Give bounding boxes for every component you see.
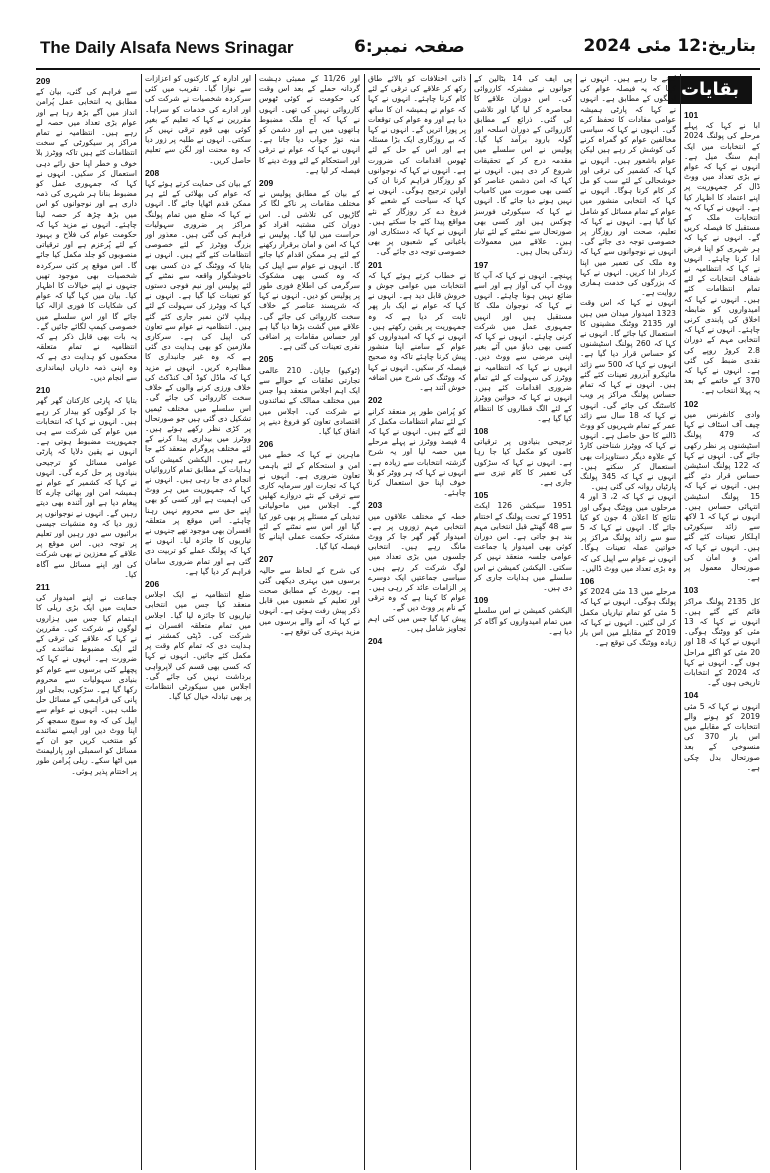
article-text: اور ادارہ کے کارکنوں کو اعزازات سے نوازا گیا۔ تقریب میں کئی سرکردہ شخصیات نے شرکت کی اور ادارے کی خدمات کو سراہا۔ مقررین نے کہا کہ تعلیم کے بغیر کوئی بھی قوم ترقی نہیں کر سکتی۔ انہوں نے طلبہ پر زور دیا کہ وہ محنت اور لگن سے تعلیم حاصل کریں۔	[145, 74, 251, 165]
article-text: مرحلے میں 13 مئی 2024 کو پولنگ ہوگی۔ انہوں نے کہا کہ 5 مئی کو تمام تیاریاں مکمل کر لی گئیں۔ انہوں نے کہا کہ 2019 کے مقابلے میں اس بار زیادہ ووٹنگ کی توقع ہے۔	[580, 587, 676, 648]
article-number: 102	[684, 398, 699, 409]
column-divider	[364, 74, 365, 1170]
article-number: 205	[259, 354, 274, 365]
column-divider	[141, 74, 142, 1170]
article-text: الیکشن کمیشن نے اس سلسلے میں تمام امیدواروں کو آگاہ کر دیا ہے۔	[474, 606, 572, 636]
article-text: ضلع انتظامیہ نے ایک اجلاس منعقد کیا جس میں انتخابی تیاریوں کا جائزہ لیا گیا۔ اجلاس میں تمام متعلقہ افسران نے شرکت کی۔ ڈپٹی کمشنر نے ہدایت دی کہ تمام کام وقت پر مکمل کئے جائیں۔ انہوں نے کہا کہ کسی بھی قسم کی لاپرواہی برداشت نہیں کی جائے گی۔ اجلاس میں سیکورٹی انتظامات پر بھی تبادلہ خیال کیا گیا۔	[145, 590, 251, 702]
article-number: 209	[259, 178, 274, 189]
article-number: 203	[368, 500, 383, 511]
column-4	[368, 74, 466, 1170]
article-text: کل 2135 پولنگ مراکز قائم کئے گئے ہیں۔ انہوں نے کہا کہ 13 مئی کو ووٹنگ ہوگی۔ انہوں نے کہا کہ 18 اور 20 مئی کو اگلے مراحل ہوں گے۔ انہوں نے کہا کہ 2024 کے انتخابات تاریخی ہوں گے۔	[684, 596, 760, 688]
article-number: 210	[36, 385, 51, 396]
article-text: ماہرین نے کہا کہ خطے میں امن و استحکام کے لئے باہمی تعاون ضروری ہے۔ انہوں نے کہا کہ تجارت اور سرمایہ کاری سے ترقی کے نئے دروازے کھلیں گے۔ اجلاس میں ماحولیاتی تبدیلی کے مسئلے پر بھی غور کیا گیا اور اس سے نمٹنے کے لئے مشترکہ حکمت عملی اپنانے کا فیصلہ کیا گیا۔	[259, 450, 360, 552]
article-number: 105	[474, 490, 489, 501]
article-text: ذاتی اختلافات کو بالائے طاق رکھ کر علاقے کی ترقی کے لئے کام کرنا چاہئے۔ انہوں نے کہا کہ عوام نے ہمیشہ ان کا ساتھ دیا ہے اور وہ عوام کی توقعات پر پورا اتریں گے۔ انہوں نے کہا کہ بے روزگاری ایک بڑا مسئلہ ہے اور اس کے حل کے لئے ٹھوس اقدامات کی ضرورت ہے۔ انہوں نے کہا کہ نوجوانوں کو روزگار فراہم کرنا ان کی اولین ترجیح ہوگی۔ انہوں نے کہا کہ سیاحت کے شعبے کو فروغ دے کر روزگار کے نئے مواقع پیدا کئے جا سکتے ہیں۔ انہوں نے کہا کہ دستکاری اور باغبانی کے شعبوں پر بھی خصوصی توجہ دی جائے گی۔	[368, 74, 466, 257]
article-text: نے خطاب کرتے ہوئے کہا کہ انتخابات میں عوامی جوش و خروش قابل دید ہے۔ انہوں نے کہا کہ عوام نے ایک بار پھر ثابت کر دیا ہے کہ وہ جمہوریت پر یقین رکھتے ہیں۔ انہوں نے کہا کہ امیدواروں کو عوام کے سامنے اپنا منشور پیش کرنا چاہئے تاکہ وہ صحیح فیصلہ کر سکیں۔ انہوں نے کہا کہ ووٹنگ کی شرح میں اضافہ خوش آئند ہے۔	[368, 270, 466, 393]
article-number: 109	[474, 595, 489, 606]
article-number: 104	[684, 690, 699, 701]
column-3	[259, 74, 360, 1170]
article-text: پی ایف کی 14 بٹالین کے جوانوں نے مشترکہ کارروائی کی۔ اس دوران علاقے کا محاصرہ کر لیا گیا اور تلاشی لی گئی۔ ذرائع کے مطابق کارروائی کے دوران اسلحہ اور گولہ بارود برآمد کیا گیا۔ پولیس نے اس سلسلے میں مقدمہ درج کر کے تحقیقات شروع کر دی ہیں۔ انہوں نے کہا کہ امن دشمن عناصر کو کسی بھی صورت میں کامیاب نہیں ہونے دیا جائے گا۔ انہوں نے کہا کہ سیکورٹی فورسز چوکس ہیں اور کسی بھی صورتحال سے نمٹنے کے لئے تیار ہیں۔ علاقے میں معمولات زندگی بحال ہیں۔	[474, 74, 572, 257]
article-number: 101	[684, 110, 699, 120]
article-number: 206	[259, 439, 274, 450]
article-number: 103	[684, 585, 699, 596]
column-divider	[680, 74, 681, 1170]
article-text: ابا نے کہا کہ پہلے مرحلے کی پولنگ 2024 کے انتخابات میں ایک اہم سنگ میل ہے۔ انہوں نے کہا کہ عوام نے بڑی تعداد میں ووٹ ڈال کر جمہوریت پر اپنے اعتماد کا اظہار کیا ہے۔ انہوں نے کہا کہ یہ انتخابات ملک کے مستقبل کا فیصلہ کریں گے۔ انہوں نے کہا کہ ہر شہری کو اپنا فرض ادا کرنا چاہئے۔ انہوں نے کہا کہ انتظامیہ نے شفاف انتخابات کے لئے تمام انتظامات کئے ہیں۔ انہوں نے کہا کہ امیدواروں کو ضابطہ اخلاق کی پابندی کرنی چاہئے۔ انہوں نے کہا کہ انتخابی مہم کے دوران 2.8 کروڑ روپے کی نقدی ضبط کی گئی ہے۔ انہوں نے کہا کہ 370 کے خاتمے کے بعد یہ پہلا انتخاب ہے۔	[684, 121, 760, 396]
article-number: 202	[368, 395, 383, 406]
article-text: بتایا کہ پارٹی کارکنان گھر گھر جا کر لوگوں کو بیدار کر رہے ہیں۔ انہوں نے کہا کہ انتخابات میں عوام کی شرکت سے ہی جمہوریت مضبوط ہوتی ہے۔ انہوں نے یقین دلایا کہ پارٹی عوامی مسائل کو ترجیحی بنیادوں پر حل کرے گی۔ انہوں نے کہا کہ کشمیر کے عوام نے ہمیشہ امن اور بھائی چارے کا پیغام دیا ہے اور آئندہ بھی دیتے رہیں گے۔ انہوں نے نوجوانوں پر زور دیا کہ وہ منشیات جیسی برائیوں سے دور رہیں اور تعلیم پر توجہ دیں۔ اس موقع پر علاقے کے معززین نے بھی شرکت کی اور اپنے مسائل سے آگاہ کیا۔	[36, 396, 137, 579]
article-number: 204	[368, 635, 383, 646]
article-text: کرنے جا رہے ہیں۔ انہوں نے کہا کہ یہ فیصلہ عوام کی امنگوں کے مطابق ہے۔ انہوں نے کہا کہ پارٹی ہمیشہ عوامی مفادات کا تحفظ کرے گی۔ انہوں نے کہا کہ سیاسی مخالفین عوام کو گمراہ کرنے کی کوشش کر رہے ہیں لیکن عوام باشعور ہیں۔ انہوں نے کہا کہ کشمیر کی ترقی اور خوشحالی کے لئے سب کو مل کر کام کرنا ہوگا۔ انہوں نے کہا کہ انتخابی منشور میں عوام کے تمام مسائل کو شامل کیا گیا ہے۔ انہوں نے کہا کہ تعلیم، صحت اور روزگار پر خصوصی توجہ دی جائے گی۔ انہوں نے نوجوانوں سے کہا کہ وہ ملک کی تعمیر میں اپنا کردار ادا کریں۔ انہوں نے کہا کہ بزرگوں کی خدمت ہماری روایت ہے۔	[580, 74, 676, 298]
article-text: اور 11/26 کے ممبئی دہشت گردانہ حملے کے بعد اس وقت کی حکومت نے کوئی ٹھوس کارروائی نہیں کی تھی۔ انہوں نے کہا کہ آج ملک مضبوط ہاتھوں میں ہے اور دشمن کو منہ توڑ جواب دیا جاتا ہے۔ انہوں نے کہا کہ عوام نے ترقی اور استحکام کے لئے ووٹ دینے کا فیصلہ کر لیا ہے۔	[259, 74, 360, 175]
page-number: صفحہ نمبر:6	[354, 37, 465, 57]
column-divider	[470, 74, 471, 1170]
article-number: 206	[145, 578, 160, 589]
column-7	[684, 108, 760, 1170]
article-text: انہوں نے کہا کہ اس وقت 1323 امیدوار میدان میں ہیں اور 2135 ووٹنگ مشینوں کا استعمال کیا جائے گا۔ انہوں نے کہا کہ 260 پولنگ اسٹیشنوں کو حساس قرار دیا گیا ہے۔ انہوں نے کہا کہ 500 سے زائد مائیکرو آبزرور تعینات کئے گئے ہیں۔ انہوں نے کہا کہ تمام حساس پولنگ مراکز پر ویب کاسٹنگ کی جائے گی۔ انہوں نے کہا کہ 18 سال سے زائد عمر کے تمام شہریوں کو ووٹ ڈالنے کا حق حاصل ہے۔ انہوں نے کہا کہ ووٹرز شناختی کارڈ کے علاوہ دیگر دستاویزات بھی استعمال کر سکتے ہیں۔ انہوں نے کہا کہ 345 پولنگ پارٹیاں روانہ کی گئی ہیں۔	[580, 298, 676, 492]
article-text: خطہ کے مختلف علاقوں میں انتخابی مہم زوروں پر ہے۔ امیدوار گھر گھر جا کر ووٹ مانگ رہے ہیں۔ انتخابی جلسوں میں بڑی تعداد میں لوگ شرکت کر رہے ہیں۔ سیاسی جماعتیں ایک دوسرے پر الزامات عائد کر رہی ہیں۔ عوام کا کہنا ہے کہ وہ ترقی کے نام پر ووٹ دیں گے۔	[368, 511, 466, 613]
article-text: 1951 سیکشن 126 ایکٹ 1951 کے تحت پولنگ کے اختتام سے 48 گھنٹے قبل انتخابی مہم بند ہو جاتی ہے۔ اس دوران کوئی بھی امیدوار یا جماعت عوامی جلسہ منعقد نہیں کر سکتی۔ الیکشن کمیشن نے اس سلسلے میں ہدایات جاری کر دی ہیں۔	[474, 501, 572, 592]
article-number: 108	[474, 425, 489, 436]
article-text: کو پُرامن طور پر منعقد کرانے کے لئے تمام انتظامات مکمل کر لئے گئے ہیں۔ انہوں نے کہا کہ 4 فیصد ووٹرز نے پہلے مرحلے میں حصہ لیا اور یہ شرح گزشتہ انتخابات سے زیادہ ہے۔ انہوں نے کہا کہ ہر ووٹر کو بلا خوف اپنا حق استعمال کرنا چاہئے۔	[368, 406, 466, 498]
column-6	[580, 74, 676, 1170]
article-text: کے بیان کے مطابق پولیس نے مختلف مقامات پر ناکے لگا کر گاڑیوں کی تلاشی لی۔ اس دوران کئی مشتبہ افراد کو حراست میں لیا گیا۔ پولیس نے کہا کہ امن و امان برقرار رکھنے کے لئے ہر ممکن اقدام کیا جائے گا۔ انہوں نے عوام سے اپیل کی کہ وہ کسی بھی مشکوک سرگرمی کی اطلاع فوری طور پر پولیس کو دیں۔ انہوں نے کہا کہ شرپسند عناصر کے خلاف سخت کارروائی کی جائے گی۔ علاقے میں گشت بڑھا دیا گیا ہے اور حساس مقامات پر اضافی نفری تعینات کی گئی ہے۔	[259, 189, 360, 352]
article-text: کی شرح کے لحاظ سے حالیہ برسوں میں بہتری دیکھی گئی ہے۔ رپورٹ کے مطابق صحت اور تعلیم کے شعبوں میں قابل ذکر پیش رفت ہوئی ہے۔ انہوں نے کہا کہ آنے والے برسوں میں مزید بہتری کی توقع ہے۔	[259, 565, 360, 636]
column-divider	[255, 74, 256, 1170]
newspaper-title: The Daily Alsafa News Srinagar	[40, 38, 294, 57]
masthead-rule	[36, 68, 760, 70]
article-text: کے بیان کی حمایت کرتے ہوئے کہا کہ عوام کی بھلائی کے لئے ہر ممکن قدم اٹھایا جائے گا۔ انہوں نے کہا کہ ضلع میں تمام پولنگ مراکز پر ضروری سہولیات فراہم کی گئی ہیں۔ معذور اور بزرگ ووٹرز کے لئے خصوصی انتظامات کئے گئے ہیں۔ انہوں نے بتایا کہ ووٹنگ کے دن کسی بھی ناخوشگوار واقعہ سے نمٹنے کے لئے پولیس اور نیم فوجی دستوں کو تعینات کیا گیا ہے۔ انہوں نے کہا کہ ووٹرز کی سہولت کے لئے ہیلپ لائن نمبر جاری کئے گئے ہیں۔ انتظامیہ نے عوام سے تعاون کی اپیل کی ہے۔ سرکاری ملازمین کو بھی ہدایت دی گئی ہے کہ وہ غیر جانبداری کا مظاہرہ کریں۔ انہوں نے مزید کہا کہ ماڈل کوڈ آف کنڈکٹ کی خلاف ورزی کرنے والوں کے خلاف سخت کارروائی کی جائے گی۔ اس سلسلے میں مختلف ٹیمیں تشکیل دی گئی ہیں جو صورتحال پر کڑی نظر رکھے ہوئے ہیں۔ ووٹرز میں بیداری پیدا کرنے کے لئے مختلف پروگرام منعقد کئے جا رہے ہیں۔ الیکشن کمیشن کی ہدایات کے مطابق تمام کارروائیاں انجام دی جا رہی ہیں۔ انہوں نے کہا کہ جمہوریت میں ہر ووٹ کی اہمیت ہے اور کسی کو بھی اپنے حق سے محروم نہیں رہنا چاہئے۔ اس موقع پر متعلقہ افسران بھی موجود تھے جنہوں نے تیاریوں کا جائزہ لیا۔ انہوں نے کہا کہ پولنگ عملے کو تربیت دی گئی ہے اور تمام ضروری سامان فراہم کر دیا گیا ہے۔	[145, 179, 251, 576]
article-text: انہوں نے کہا کہ 5 مئی 2019 کو ہونے والے انتخابات کے مقابلے میں اس بار 370 کی منسوخی کے بعد صورتحال بدل چکی ہے۔	[684, 701, 760, 772]
article-number: 209	[36, 76, 51, 86]
column-divider	[576, 74, 577, 1170]
article-text: جماعت نے اپنے امیدوار کی حمایت میں ایک بڑی ریلی کا اہتمام کیا جس میں ہزاروں لوگوں نے شرکت کی۔ مقررین نے کہا کہ علاقے کی ترقی کے لئے ایک مضبوط نمائندے کی ضرورت ہے۔ انہوں نے کہا کہ پچھلے کئی برسوں سے عوام کو بنیادی سہولیات سے محروم رکھا گیا ہے۔ سڑکوں، بجلی اور پانی کی فراہمی کے مسائل حل طلب ہیں۔ انہوں نے عوام سے اپیل کی کہ وہ سوچ سمجھ کر اپنا ووٹ دیں اور ایسے نمائندے کو منتخب کریں جو ان کے مسائل کو اسمبلی اور پارلیمنٹ میں اٹھا سکے۔ ریلی پُرامن طور پر اختتام پذیر ہوئی۔	[36, 593, 137, 776]
article-number: 106	[580, 575, 595, 586]
article-text: پہنچے۔ انہوں نے کہا کہ آپ کا ووٹ آپ کی آواز ہے اور اسے ضائع نہیں ہونا چاہئے۔ انہوں نے کہا کہ نوجوان ملک کا مستقبل ہیں اور انہیں جمہوری عمل میں شرکت کرنی چاہئے۔ انہوں نے کہا کہ کسی بھی دباؤ میں آئے بغیر اپنی مرضی سے ووٹ دیں۔ انہوں نے کہا کہ انتظامیہ نے ووٹرز کی سہولت کے لئے تمام ضروری اقدامات کئے ہیں۔ انہوں نے کہا کہ خواتین ووٹرز کے لئے الگ قطاروں کا انتظام کیا گیا ہے۔	[474, 270, 572, 423]
article-text: (ٹوکیو) جاپان۔ 210 عالمی تجارتی تعلقات کے حوالے سے ایک اہم اجلاس منعقد ہوا جس میں مختلف ممالک کے نمائندوں نے شرکت کی۔ اجلاس میں اقتصادی تعاون کو فروغ دینے پر اتفاق کیا گیا۔	[259, 365, 360, 436]
article-text: وادی کانفرنس میں چیف آف اسٹاف نے کہا کہ 479 پولنگ اسٹیشنوں پر نظر رکھی جائے گی۔ انہوں نے کہا کہ 122 پولنگ اسٹیشن حساس قرار دئے گئے ہیں۔ انہوں نے کہا کہ 15 پولنگ اسٹیشن انتہائی حساس ہیں۔ انہوں نے کہا کہ 1 لاکھ سے زائد سیکورٹی اہلکار تعینات کئے گئے ہیں۔ انہوں نے کہا کہ امن و امان کی صورتحال معمول پر ہے۔	[684, 409, 760, 583]
article-number: 201	[368, 259, 383, 270]
masthead	[36, 30, 760, 70]
article-number: 197	[474, 259, 489, 270]
article-text: ترجیحی بنیادوں پر ترقیاتی کاموں کو مکمل کیا جا رہا ہے۔ انہوں نے کہا کہ سڑکوں کی تعمیر کا کام تیزی سے جاری ہے۔	[474, 437, 572, 487]
issue-date: بتاریخ:12 مئی 2024	[583, 36, 756, 56]
section-title: بقایات	[668, 76, 752, 104]
article-number: 207	[259, 554, 274, 565]
article-text: سے فراہم کی گئی، بیان کے مطابق یہ انتخابی عمل پُرامن انداز میں آگے بڑھ رہا ہے اور عوام بڑی تعداد میں حصہ لے رہے ہیں۔ انتظامیہ نے تمام مراکز پر سیکورٹی کے سخت انتظامات کئے ہیں تاکہ ووٹرز بلا خوف و خطر اپنا حق رائے دہی استعمال کر سکیں۔ انہوں نے کہا کہ جمہوری عمل کو مضبوط بنانا ہر شہری کی ذمہ داری ہے اور نوجوانوں کو اس میں بڑھ چڑھ کر حصہ لینا چاہئے۔ انہوں نے مزید کہا کہ حکومت عوام کی فلاح و بہبود کے لئے پُرعزم ہے اور ترقیاتی منصوبوں کو جلد مکمل کیا جائے گا۔ اس موقع پر کئی سرکردہ شخصیات بھی موجود تھیں جنہوں نے اپنے خیالات کا اظہار کیا۔ بیان میں کہا گیا کہ عوام کی شکایات کا فوری ازالہ کیا جائے گا اور اس سلسلے میں خصوصی کیمپ لگائے جائیں گے۔ یہ بات بھی قابل ذکر ہے کہ انتظامیہ نے تمام متعلقہ محکموں کو ہدایت دی ہے کہ وہ اپنی ذمہ داریاں ایمانداری سے انجام دیں۔	[36, 87, 137, 382]
column-5	[474, 74, 572, 1170]
article-text: پیش کیا گیا جس میں کئی اہم تجاویز شامل ہیں۔	[368, 613, 466, 633]
article-number: 208	[145, 167, 160, 178]
column-1	[36, 74, 137, 1170]
article-number: 211	[36, 581, 50, 592]
column-2	[145, 74, 251, 1170]
article-text: انہوں نے کہا کہ 2، 3 اور 4 مرحلوں میں ووٹنگ ہوگی اور نتائج کا اعلان 4 جون کو کیا جائے گا۔ انہوں نے کہا کہ 5 سو سے زائد پولنگ مراکز پر خواتین عملہ تعینات ہوگا۔ انہوں نے عوام سے اپیل کی کہ وہ بڑی تعداد میں ووٹ ڈالیں۔	[580, 492, 676, 573]
